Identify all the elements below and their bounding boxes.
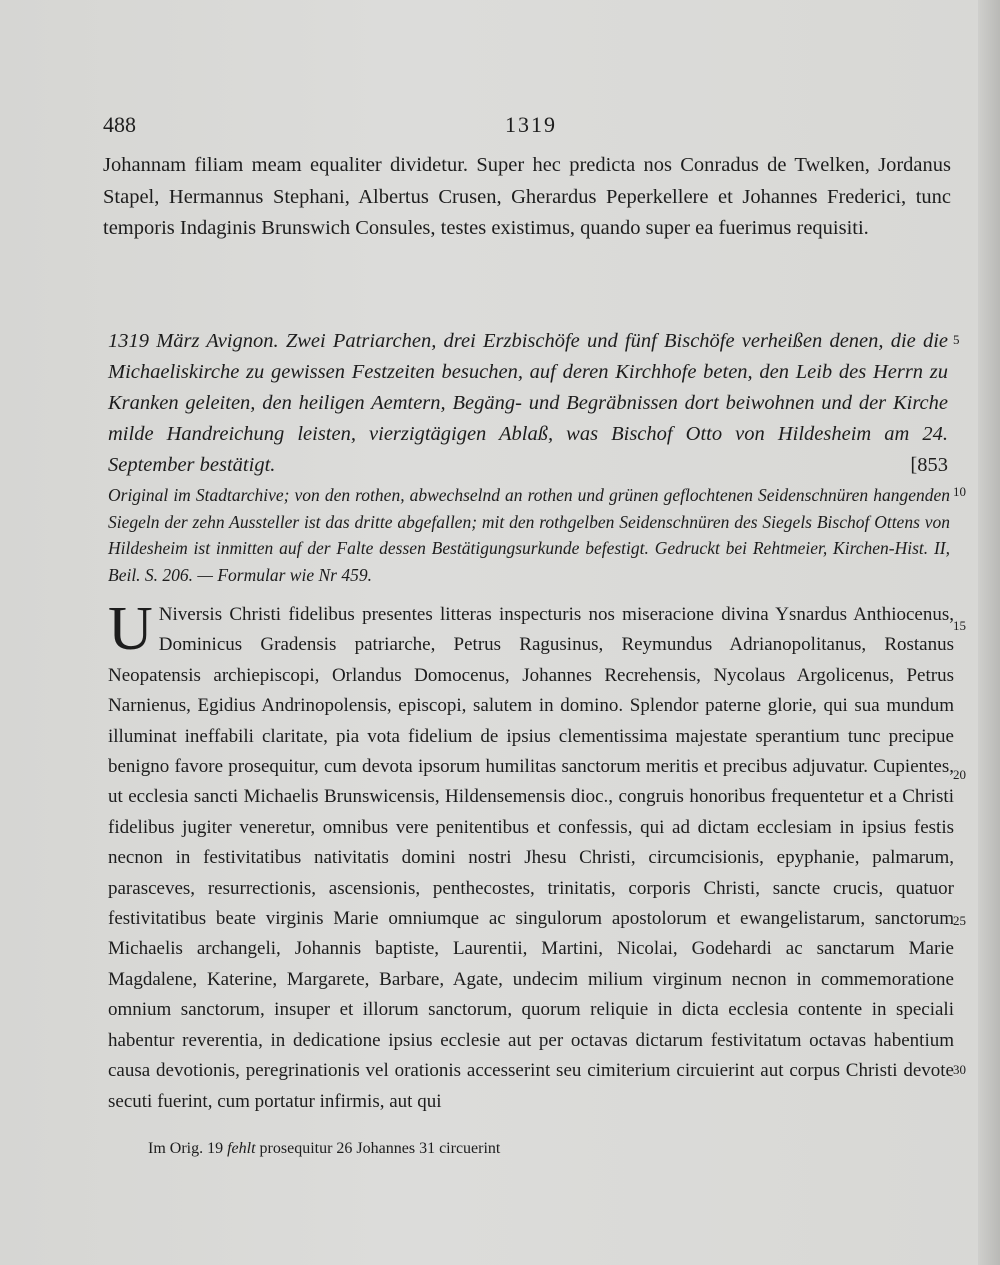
- regest: [108, 326, 948, 481]
- running-year: 1319: [505, 112, 557, 137]
- document-number: [853: [910, 454, 948, 476]
- document-body: [108, 595, 954, 1117]
- line-number: 30: [953, 1062, 966, 1077]
- line-number: 15: [953, 618, 966, 633]
- footnote-fehlt: fehlt: [227, 1140, 256, 1157]
- running-header: [103, 112, 963, 146]
- footnote: [148, 1140, 500, 1158]
- line-number: 10: [953, 484, 966, 499]
- document-text: Niversis Christi fidelibus presentes litteras inspecturis nos miseracione divina Ysnardus Anthiocenus, Dominicus Gradensis patriarche, Petrus Ragusinus, Reymundus Adrianopolitanus, Rostanus Neopatensis archiepiscopi, Orlandus Domocenus, Johannes Recrehensis, Nycolaus Argolicenus, Petrus Narnienus, Egidius Andrinopolensis, episcopi, salutem in domino. Splendor paterne glorie, qui sua mundum illuminat ineffabili claritate, pia vota fidelium de ipsius clementissima majestate sperantium tunc precipue benigno favore prosequitur, cum devota ipsorum humilitas sanctorum meritis et precibus adjuvatur. Cupientes, ut ecclesia sancti Michaelis Brunswicensis, Hildensemensis dioc., congruis honoribus frequentetur et a Christi fidelibus jugiter veneretur, omnibus vere penitentibus et confessis, qui ad dictam ecclesiam in ipsius festis necnon in festivitatibus nativitatis domini nostri Jhesu Christi, circumcisionis, epyphanie, palmarum, parasceves, resurrectionis, ascensionis, penthecostes, trinitatis, corporis Christi, sancte crucis, quatuor festivitatibus beate virginis Marie omniumque ac singulorum apostolorum et ewangelistarum, sanctorum Michaelis archangeli, Johannis baptiste, Laurentii, Martini, Nicolai, Godehardi ac sanctarum Marie Magdalene, Katerine, Margarete, Barbare, Agate, undecim milium virginum necnon in commemoratione omnium sanctorum, insuper et illorum sanctorum, quorum reliquie in dicta ecclesia contente in speciali habentur reverentia, in dedicatione ipsius ecclesie aut per octavas dictarum festivitatum octavas habentium causa devotionis, peregrinationis vel orationis accesserint seu cimiterium circuierint aut corpus Christi devote secuti fuerint, cum portatur infirmis, aut qui: [108, 604, 954, 1112]
- footnote-prefix: Im Orig. 19: [148, 1140, 224, 1157]
- line-number: 5: [953, 332, 960, 347]
- source-note: Original im Stadtarchive; von den rothen, abwechselnd an rothen und grünen geflochtenen Seidenschnüren hangenden Siegeln der zehn Aussteller ist das dritte abgefallen; mit den rothgelben Seidenschnüren des Siegels Bischof Ottens von Hildesheim ist inmitten auf der Falte dessen Bestätigungsurkunde befestigt. Gedruckt bei Rehtmeier, Kirchen-Hist. II, Beil. S. 206. — Formular wie Nr 459.: [108, 485, 950, 585]
- page-number: 488: [103, 112, 136, 137]
- line-number: 25: [953, 913, 966, 928]
- drop-initial: U: [108, 595, 153, 663]
- line-number: 20: [953, 767, 966, 782]
- page-edge-shadow: [978, 0, 1000, 1265]
- closing-paragraph: Johannam filiam meam equaliter dividetur. Super hec predicta nos Conradus de Twelken, Jordanus Stapel, Hermannus Stephani, Albertus Crusen, Gherardus Peperkellere et Johannes Frederici, tunc temporis Indaginis Brunswich Consules, testes existimus, quando super ea fuerimus requisiti.: [103, 154, 951, 239]
- regest-text: 1319 März Avignon. Zwei Patriarchen, drei Erzbischöfe und fünf Bischöfe verheißen denen, die die Michaeliskirche zu gewissen Festzeiten besuchen, auf deren Kirchhofe beten, den Leib des Herrn zu Kranken geleiten, den heiligen Aemtern, Begäng- und Begräbnissen dort beiwohnen und der Kirche milde Handreichung leisten, vierzigtägigen Ablaß, was Bischof Otto von Hildesheim am 24. September bestätigt.: [108, 330, 948, 476]
- footnote-rest: prosequitur 26 Johannes 31 circuerint: [259, 1140, 501, 1157]
